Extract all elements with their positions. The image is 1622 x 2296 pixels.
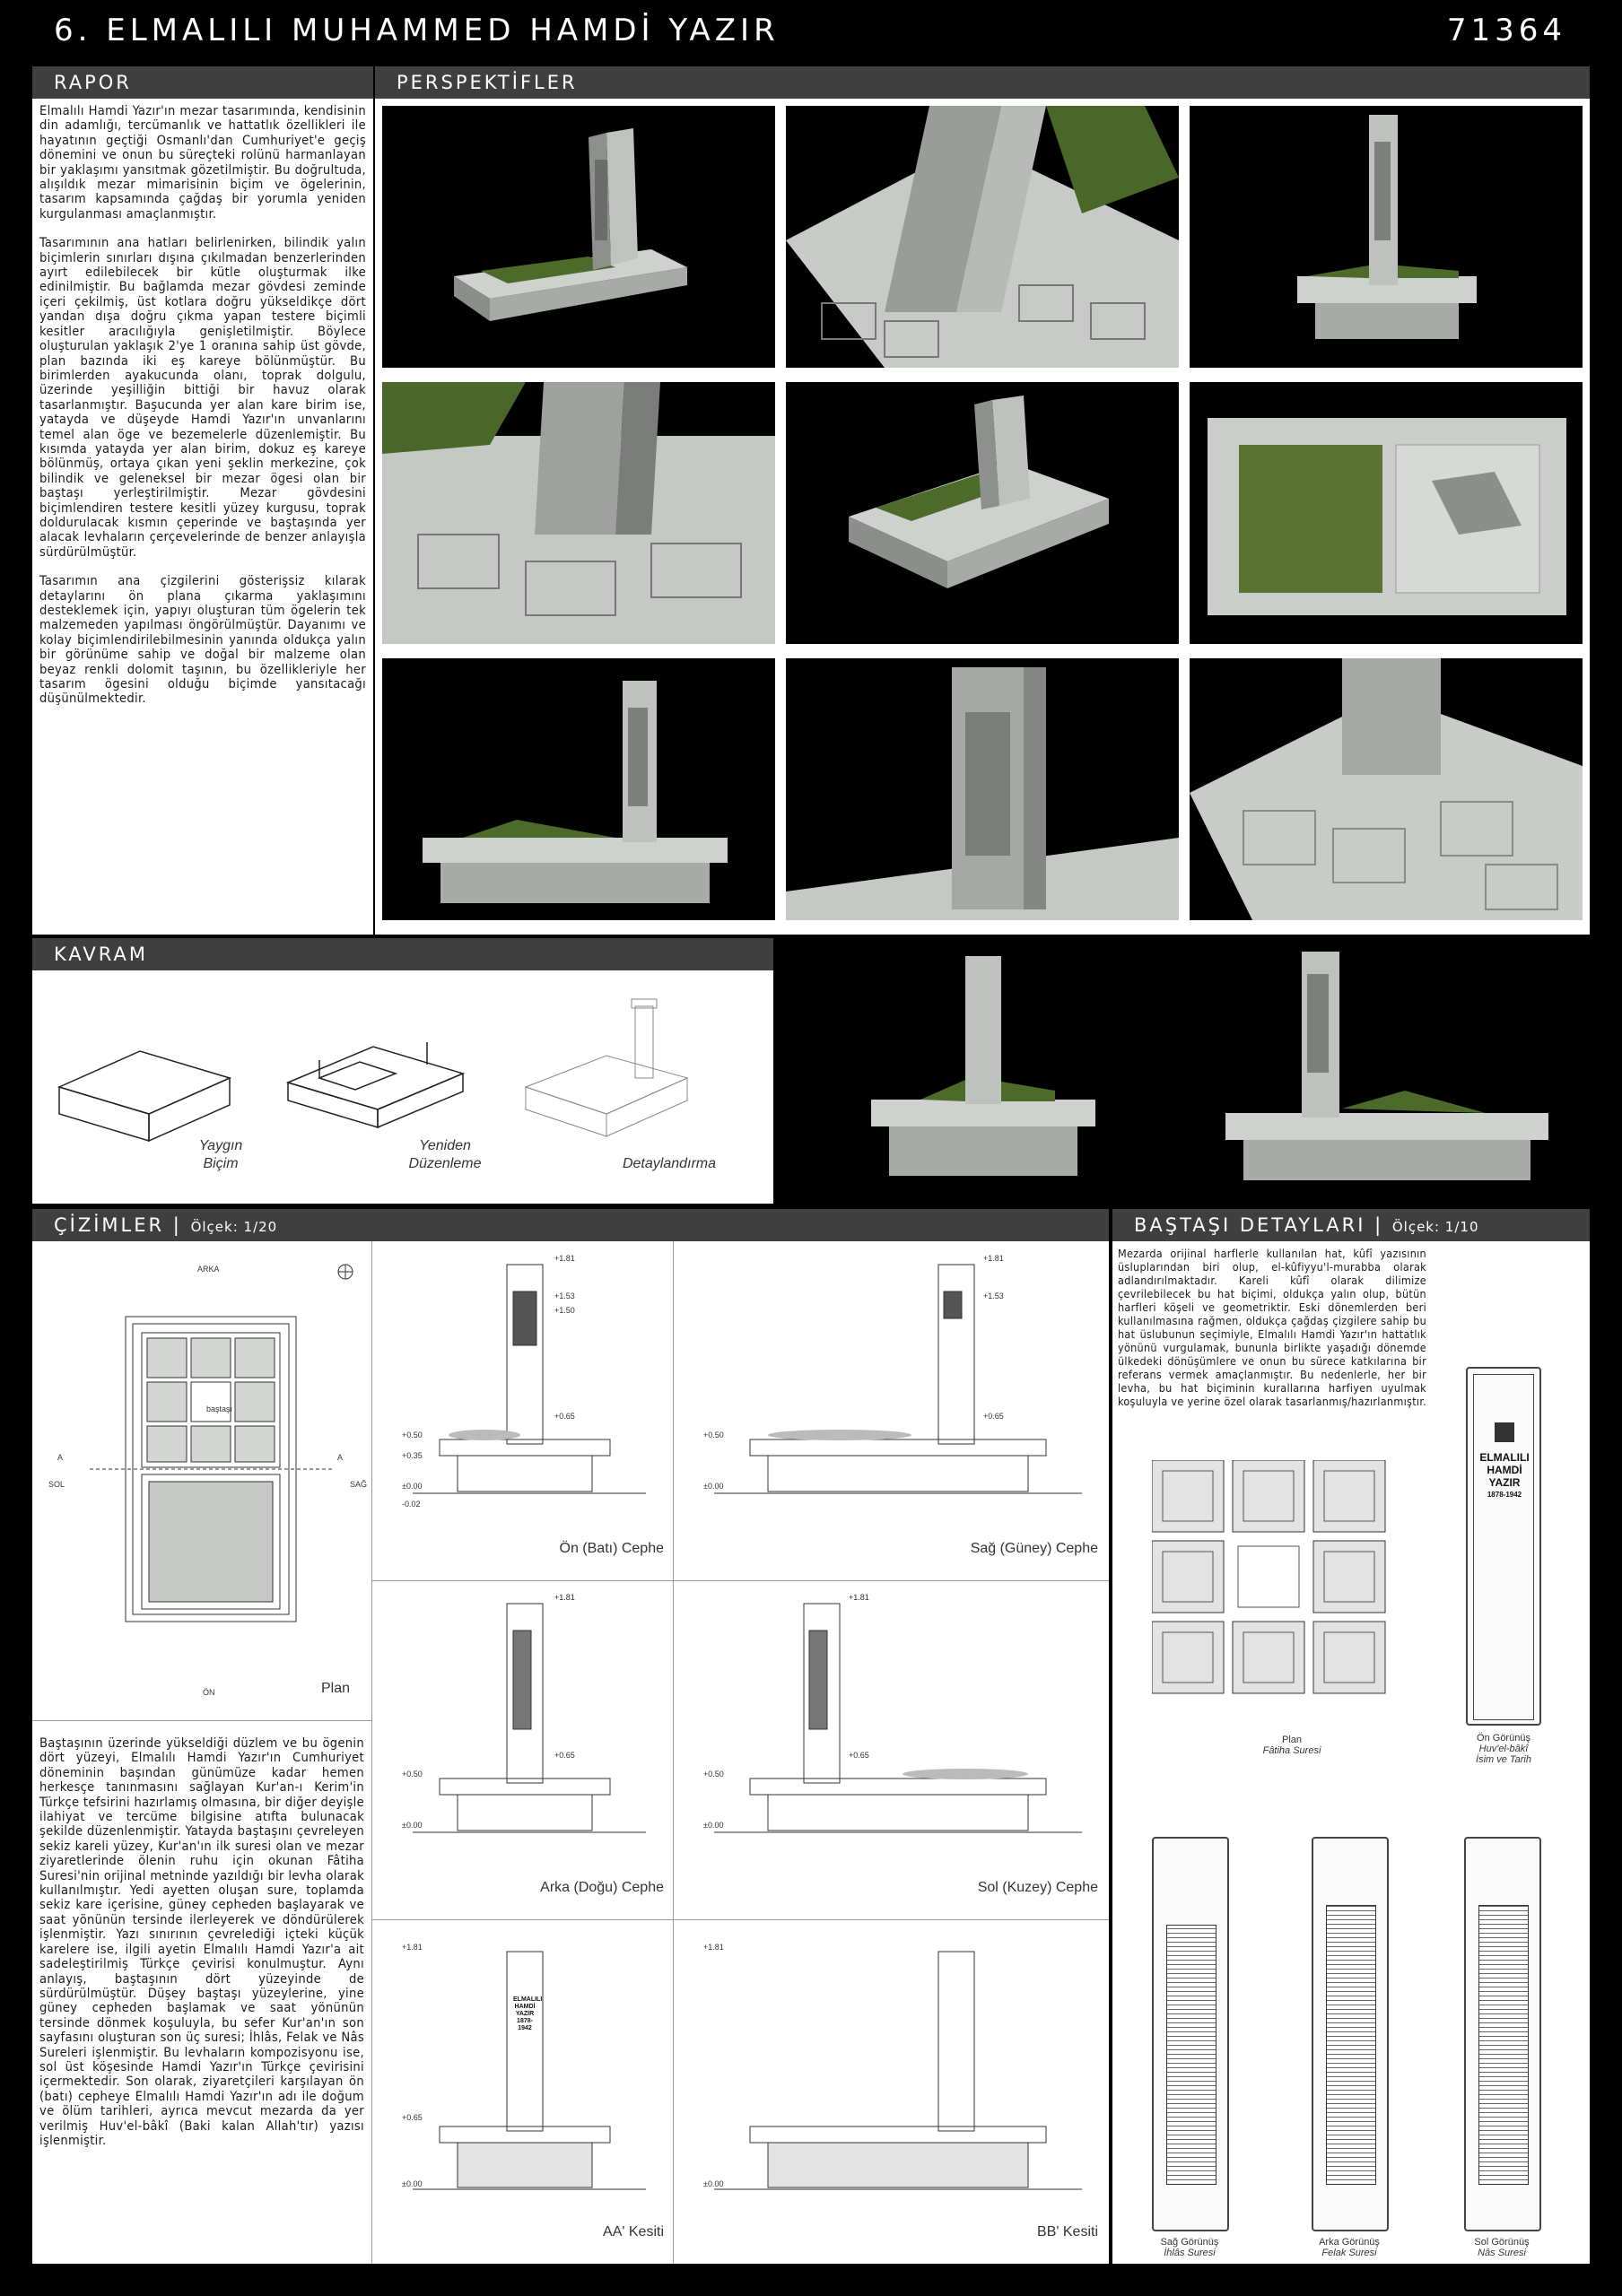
rapor-header: RAPOR xyxy=(32,66,373,99)
elevation-caption: Arka (Doğu) Cephe xyxy=(540,1880,664,1895)
kavram-panel xyxy=(32,970,773,1204)
bastasi-left-view xyxy=(1464,1837,1541,2231)
bastasi-right-caption: Sağ Görünüş İhlâs Suresi xyxy=(1160,2237,1219,2258)
perspective-render-4 xyxy=(382,382,775,644)
perspective-render-3 xyxy=(1190,106,1583,368)
bastasi-back-view xyxy=(1312,1837,1389,2231)
section-caption: BB' Kesiti xyxy=(1037,2224,1098,2239)
level-label: +0.50 xyxy=(703,1770,724,1779)
cizimler-description: Baştaşının üzerinde yükseldiği düzlem ve bu ögenin dört yüzeyi, Elmalılı Hamdi Yazır'ın Cumhuriyet döneminin başından günümüze kadar hemen herkesçe tanınmasını sağlayan Kur'an-ı Kerim'in Türkçe tefsirini hazırlamış olmasına, bir diğer deyişle ilahiyat ve tercüme bilgisine atıfta bulunacak şekilde düzenlenmiştir. Yatayda baştaşını çevreleyen sekiz kareli yüzey, Kur'an'ın ilk suresi olan ve mezar ziyaretlerinde ölenin ruhu için okunan Fâtiha Suresi'nin orijinal metninde yazıldığı bir levha olarak kullanılmıştır. Yedi ayetten oluşan sure, toplamda sekiz kare içerisine, güney cepheden başlayarak ve saat yönünün tersinde ilerleyerek ve döndürülerek işlenmiştir. Yazı sınırının çevrelediği içteki küçük karelere ise, ilgili ayetin Elmalılı Hamdi Yazır'a ait sadeleştirilmiş Türkçe çevirisi konulmuştur. Aynı anlayış, baştaşının dört yüzeyinde de sürdürülmüştür. Düşey baştaşı yüzeylerine, yine güney cepheden başlamak ve saat yönünün tersinde dönmek koşuluyla, bu sefer Kur'an'ın son sayfasını oluşturan son üç suresi; İhlâs, Felak ve Nâs Sureleri işlenmiştir. Bu levhaların kompozisyonu ise, sol üst köşesinde Hamdi Yazır'ın Türkçe çevirisini içermektedir. Son olarak, ziyaretçileri karşılayan ön (batı) cepheye Elmalılı Hamdi Yazır'ın adı ile doğum ve ölüm tarihleri, ayrıca mevcut mezarda da yer verilmiş Huv'el-bâkî (Baki kalan Allah'tır) yazısı işlenmiştir. xyxy=(39,1735,364,2148)
level-label: +0.50 xyxy=(703,1431,724,1439)
level-label: -0.02 xyxy=(402,1500,421,1509)
level-label: +0.65 xyxy=(402,2113,423,2122)
section-caption: AA' Kesiti xyxy=(603,2224,664,2239)
level-label: +1.81 xyxy=(849,1593,869,1602)
kufi-emblem-icon xyxy=(1495,1422,1514,1442)
level-label: ±0.00 xyxy=(402,2179,423,2188)
plan-drawing xyxy=(36,1245,370,1711)
level-label: +1.53 xyxy=(554,1292,575,1300)
level-label: +1.50 xyxy=(554,1306,575,1315)
divider xyxy=(371,1919,1109,1920)
bastasi-front-view xyxy=(1466,1367,1541,1726)
level-label: +1.81 xyxy=(402,1943,423,1952)
rapor-paragraph: Elmalılı Hamdi Yazır'ın mezar tasarımında, kendisinin din adamlığı, tercümanlık ve hattatlık özellikleri ile hayatının geçtiği Osmanlı'dan Cumhuriyet'e geçiş dönemini ve onun bu süreçteki rolünü harmanlayan bir yaklaşımı yansıtmak gözetilmiştir. Bu doğrultuda, alışıldık mezar mimarisinin biçim ve ögelerinin, tasarım kapsamında çağdaş bir yorumla yeniden kurgulanması amaçlanmıştır. xyxy=(39,103,366,222)
elevation-caption: Ön (Batı) Cephe xyxy=(559,1541,664,1556)
elevation-caption: Sağ (Güney) Cephe xyxy=(970,1541,1098,1556)
level-label: +0.65 xyxy=(554,1412,575,1421)
elevation-front xyxy=(377,1247,669,1575)
bastasi-back-caption: Arka Görünüş Felak Suresi xyxy=(1319,2237,1380,2258)
bastasi-left-caption: Sol Görünüş Nâs Suresi xyxy=(1474,2237,1530,2258)
divider xyxy=(673,1241,674,2264)
level-label: ±0.00 xyxy=(402,1482,423,1491)
elevation-caption: Sol (Kuzey) Cephe xyxy=(977,1880,1098,1895)
level-label: ±0.00 xyxy=(703,1482,724,1491)
perspective-render-7 xyxy=(382,658,775,920)
stone-inscription: ELMALILI HAMDİ YAZIR 1878-1942 xyxy=(513,1996,543,2031)
plan-label-a: A xyxy=(57,1453,64,1462)
perspective-render-8 xyxy=(786,658,1179,920)
level-label: ±0.00 xyxy=(703,2179,724,2188)
section-bb xyxy=(678,1925,1103,2258)
kavram-label-3: Detaylandırma xyxy=(622,1156,717,1171)
kavram-header: KAVRAM xyxy=(32,938,773,970)
plan-label-sol: SOL xyxy=(48,1480,65,1489)
level-label: +0.50 xyxy=(402,1770,423,1779)
perspective-render-5 xyxy=(786,382,1179,644)
perspective-render-10 xyxy=(786,938,1179,1200)
divider xyxy=(371,1580,1109,1581)
level-label: ±0.00 xyxy=(402,1821,423,1830)
divider xyxy=(32,1720,371,1721)
bastasi-front-caption: Ön Görünüş Huv'el-bâkî İsim ve Tarih xyxy=(1476,1733,1531,1765)
plan-label-on: ÖN xyxy=(203,1688,215,1697)
bastasi-panel xyxy=(1112,1241,1590,2264)
kavram-diagram xyxy=(50,988,750,1150)
cizimler-header: ÇİZİMLER | Ölçek: 1/20 xyxy=(32,1209,1109,1241)
plan-caption: Plan xyxy=(321,1681,351,1696)
rapor-panel xyxy=(32,99,373,935)
elevation-left xyxy=(678,1586,1103,1914)
elevation-back xyxy=(377,1586,669,1914)
kavram-label-1: Yaygın Biçim xyxy=(198,1138,243,1171)
plan-label-a-prime: A xyxy=(337,1453,344,1462)
stone-inscription: ELMALILI HAMDİ YAZIR 1878-1942 xyxy=(1479,1451,1530,1499)
level-label: +1.81 xyxy=(554,1254,575,1263)
bastasi-plan-drawing xyxy=(1152,1460,1421,1702)
kavram-label-2: Yeniden Düzenleme xyxy=(408,1138,482,1171)
bastasi-description: Mezarda orijinal harflerle kullanılan hat, kûfî yazısının üsluplarından biri olup, el-kûfiyyu'l-murabba olarak adlandırılmaktadır. Kareli kûfî olarak dilimize çevrilebilecek bu hat biçimi, oldukça yalın olup, bütün harfleri köşeli ve geometriktir. Eski dönemlerden beri kullanılmasına rağmen, oldukça çağdaş çizgilere sahip bu hat üslubunun seçimiyle, Elmalılı Hamdi Yazır'ın hattatlık yönünü vurgulamak, bununla birlikte yaşadığı dönemde ülkedeki dönüşümlere ve onun bu sürece katkılarına bir referans vermek amaçlanmıştır. Bu nedenlerle, her bir levha, bu hat biçiminin kurallarına harfiyen uyulmak koşuluyla ve yerine özel olarak tasarlanmış/hazırlanmıştır. xyxy=(1118,1247,1426,1408)
level-label: +1.81 xyxy=(983,1254,1004,1263)
level-label: ±0.00 xyxy=(703,1821,724,1830)
perspective-render-1 xyxy=(382,106,775,368)
bastasi-plan-caption: Plan Fâtiha Suresi xyxy=(1262,1735,1321,1756)
level-label: +0.65 xyxy=(554,1751,575,1760)
plan-label-sag: SAĞ xyxy=(350,1480,368,1489)
plan-label-arka: ARKA xyxy=(197,1265,220,1274)
perspective-render-6 xyxy=(1190,382,1583,644)
section-aa xyxy=(377,1925,669,2258)
perspective-render-9 xyxy=(1190,658,1583,920)
level-label: +1.81 xyxy=(703,1943,724,1952)
level-label: +0.65 xyxy=(849,1751,869,1760)
rapor-text xyxy=(32,99,373,707)
perspective-render-11 xyxy=(1190,938,1583,1200)
level-label: +1.81 xyxy=(554,1593,575,1602)
elevation-right xyxy=(678,1247,1103,1575)
divider xyxy=(371,1241,372,2264)
rapor-paragraph: Tasarımının ana hatları belirlenirken, bilindik yalın biçimlerin sınırları dışına çıkılmadan benzerlerinden ayırt edilebilecek bir kütle oluşturmak ilke edinilmiştir. Bu bağlamda mezar gövdesi zeminde içeri çekilmiş, üst kotlara doğru yükseldikçe dört yandan dışa doğru çıkma yapan testere biçimli kesitler aracılığıyla genişletilmiştir. Böylece oluşturulan yaklaşık 2'ye 1 oranına sahip üst gövde, plan bazında iki eş kareye bölünmüştür. Bu birimlerden ayakucunda olanı, toprak dolgulu, üzerinde yeşilliğin bittiği bir havuz olarak tasarlanmıştır. Başucunda yer alan kare birim ise, yatayda ve düşeyde Hamdi Yazır'ın unvanlarını temel alan öge ve bezemelerle düzenlemiştir. Bu kısımda yatayda yer alan birim, dokuz eş kareye bölünmüş, ortaya çıkan yeni şeklin merkezine, çok bilindik ve geleneksel bir mezar ögesi olan bir baştaşı yerleştirilmiştir. Mezar gövdesini biçimlendiren testere kesitli yüzey kurgusu, toprak doldurulacak kısmın çeperinde ve baştaşında yer alacak levhaların çerçevelerinde de benzer anlayışla sürdürülmüştür. xyxy=(39,235,366,560)
level-label: +0.50 xyxy=(402,1431,423,1439)
perspektifler-header: PERSPEKTİFLER xyxy=(375,66,1590,99)
plan-label-bastasi: baştaşı xyxy=(206,1405,233,1413)
page-title: 6. ELMALILI MUHAMMED HAMDİ YAZIR xyxy=(54,13,780,48)
bastasi-right-view xyxy=(1152,1837,1229,2231)
level-label: +0.65 xyxy=(983,1412,1004,1421)
level-label: +0.35 xyxy=(402,1451,423,1460)
bastasi-header: BAŞTAŞI DETAYLARI | Ölçek: 1/10 xyxy=(1112,1209,1590,1241)
rapor-paragraph: Tasarımın ana çizgilerini gösterişsiz kılarak detaylarını ön plana çıkarma yaklaşımını desteklemek için, yapıyı oluşturan tüm ögelerin tek malzemeden yapılması öngörülmüştür. Dayanımı ve kolay biçimlendirilebilmesinin yanında oldukça yalın bir görünüme sahip ve doğal bir malzeme olan beyaz renkli dolomit taşının, bu özellikleriyle her tasarım ögesini olduğu biçimde yansıtacağı düşünülmektedir. xyxy=(39,573,366,707)
level-label: +1.53 xyxy=(983,1292,1004,1300)
perspective-render-2 xyxy=(786,106,1179,368)
project-code: 71364 xyxy=(1446,13,1566,48)
